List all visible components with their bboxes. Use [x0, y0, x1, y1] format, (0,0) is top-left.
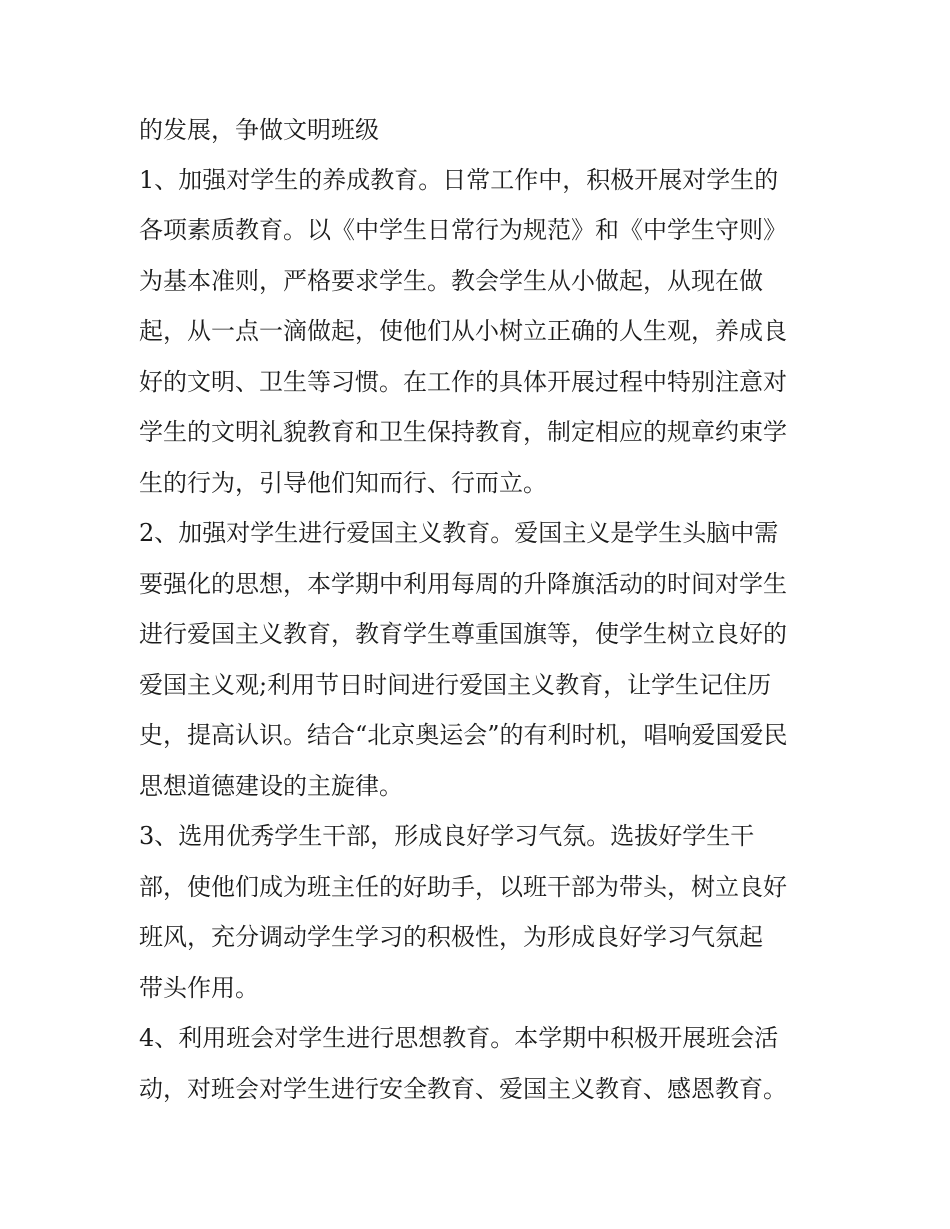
text-line: 带头作用。 — [139, 974, 259, 1002]
text-line: 为基本准则，严格要求学生。教会学生从小做起，从现在做 — [139, 267, 763, 295]
text-line: 4、利用班会对学生进行思想教育。本学期中积极开展班会活 — [139, 1024, 779, 1052]
text-line: 动，对班会对学生进行安全教育、爱国主义教育、感恩教育。 — [139, 1075, 787, 1103]
text-line: 史，提高认识。结合“北京奥运会”的有利时机，唱响爱国爱民 — [139, 721, 788, 749]
text-line: 进行爱国主义教育，教育学生尊重国旗等，使学生树立良好的 — [139, 620, 787, 648]
text-line: 1、加强对学生的养成教育。日常工作中，积极开展对学生的 — [139, 166, 779, 194]
text-line: 起，从一点一滴做起，使他们从小树立正确的人生观，养成良 — [139, 317, 787, 345]
text-line: 学生的文明礼貌教育和卫生保持教育，制定相应的规章约束学 — [139, 418, 787, 446]
text-line: 部，使他们成为班主任的好助手，以班干部为带头，树立良好 — [139, 873, 787, 901]
text-line: 班风，充分调动学生学习的积极性，为形成良好学习气氛起 — [139, 923, 763, 951]
text-line: 要强化的思想，本学期中利用每周的升降旗活动的时间对学生 — [139, 570, 787, 598]
text-line: 3、选用优秀学生干部，形成良好学习气氛。选拔好学生干 — [139, 822, 755, 850]
text-line: 好的文明、卫生等习惯。在工作的具体开展过程中特别注意对 — [139, 368, 787, 396]
text-line: 思想道德建设的主旋律。 — [139, 772, 403, 800]
text-line: 各项素质教育。以《中学生日常行为规范》和《中学生守则》 — [139, 216, 787, 244]
text-line: 生的行为，引导他们知而行、行而立。 — [139, 469, 547, 497]
text-line: 的发展，争做文明班级 — [139, 116, 379, 144]
text-line: 2、加强对学生进行爱国主义教育。爱国主义是学生头脑中需 — [139, 519, 779, 547]
text-line: 爱国主义观;利用节日时间进行爱国主义教育，让学生记住历 — [139, 671, 772, 699]
